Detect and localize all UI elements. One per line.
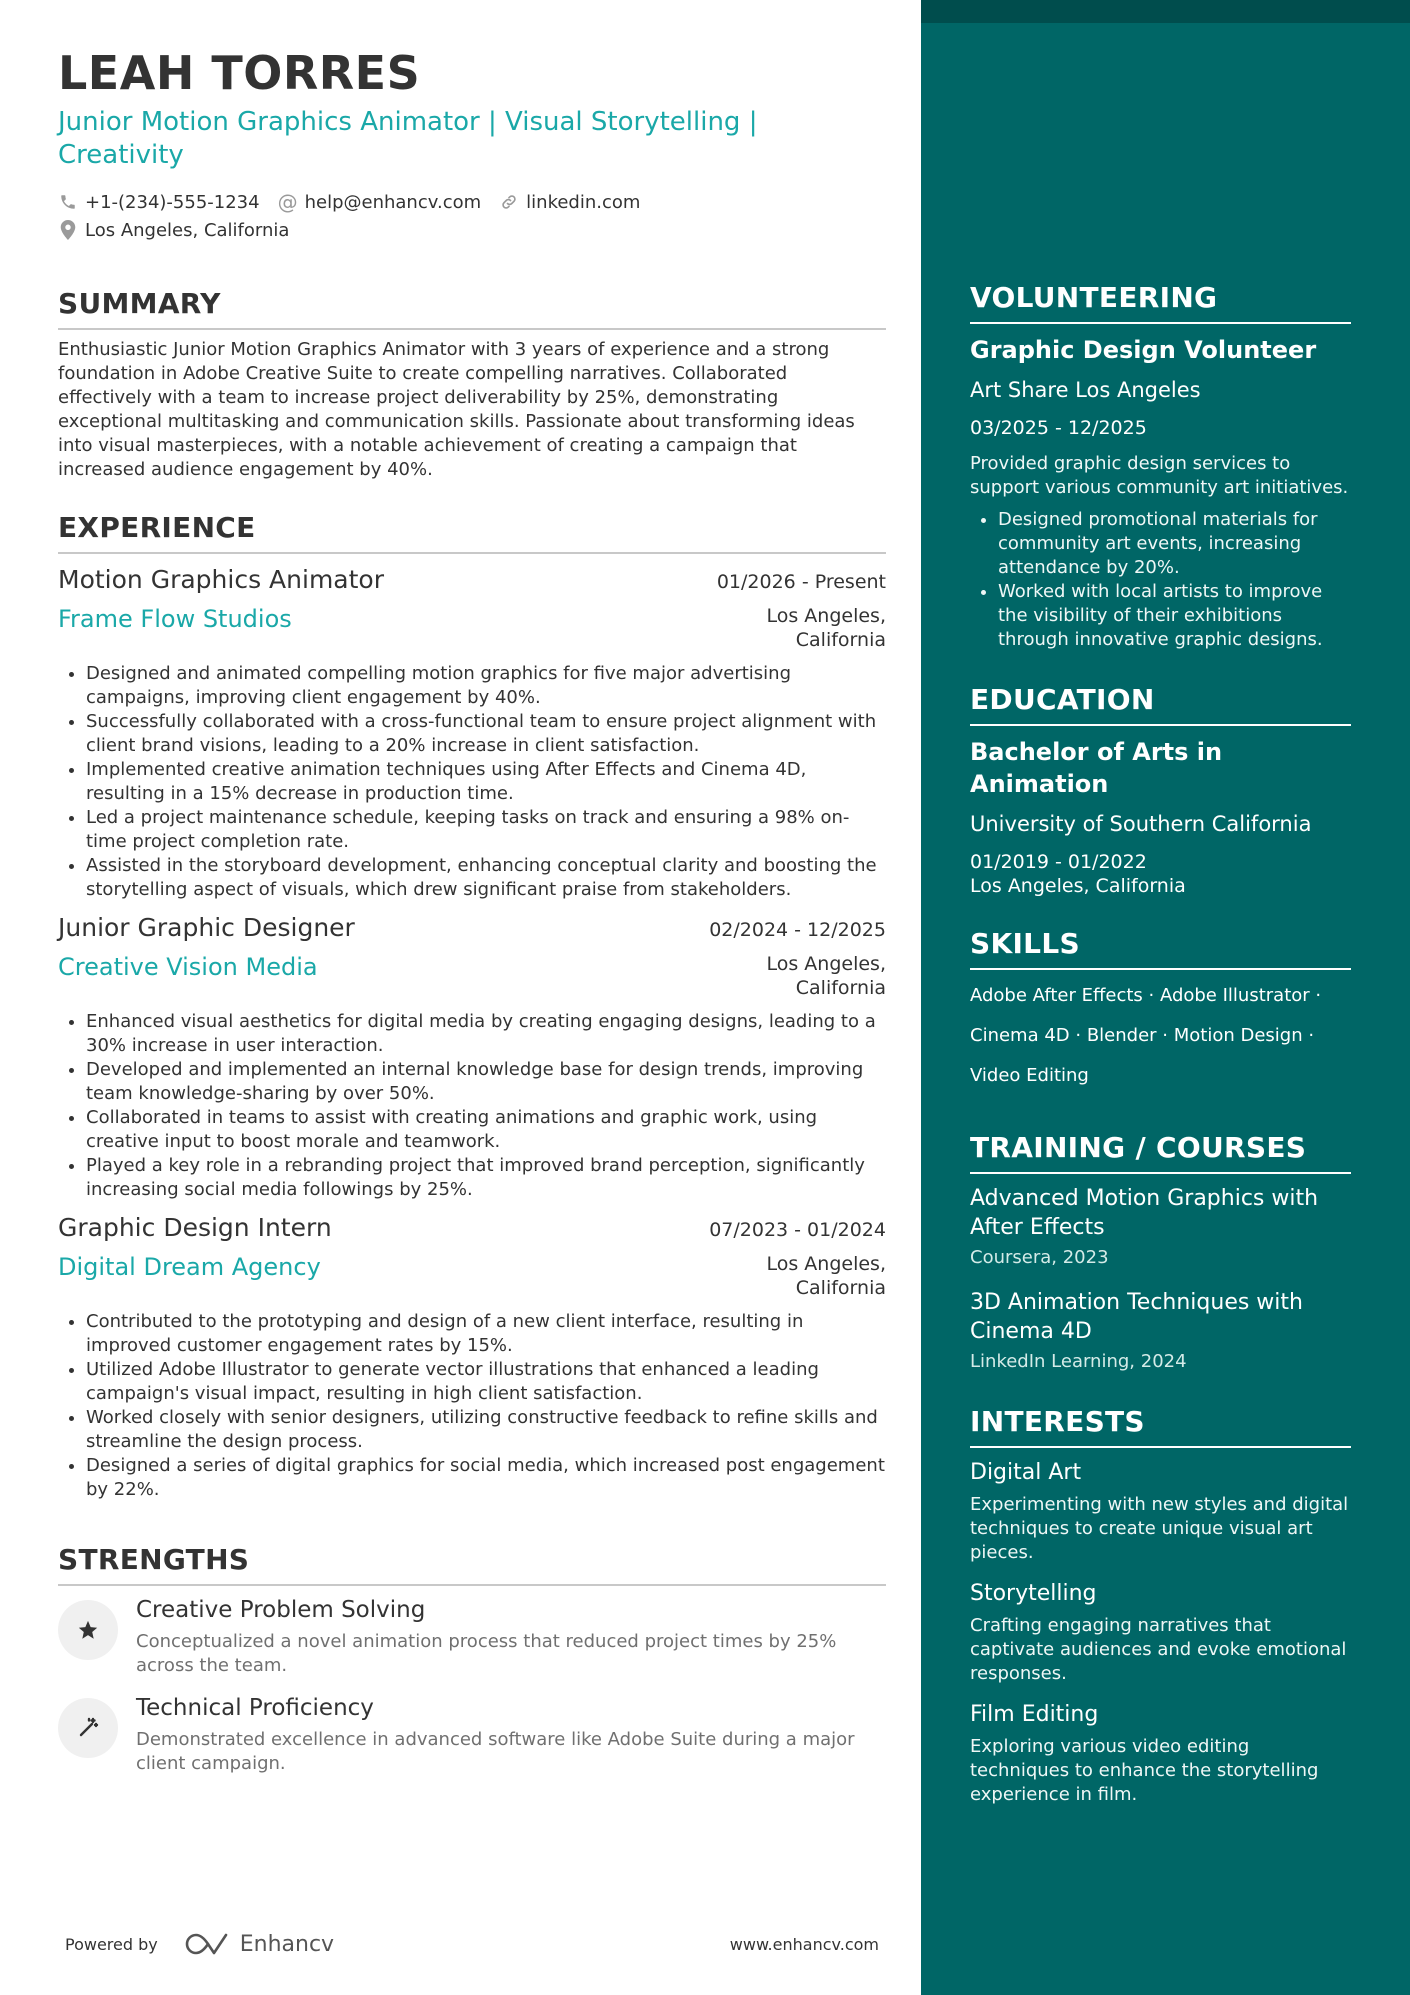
volunteer-dates: 03/2025 - 12/2025 xyxy=(970,417,1147,439)
main-column xyxy=(58,44,886,1776)
list-item: • Led a project maintenance schedule, keeping tasks on track and ensuring a 98% on-time project completion rate. xyxy=(86,806,886,854)
magic-wand-icon xyxy=(58,1698,118,1758)
linkedin-text: linkedin.com xyxy=(526,191,641,213)
strengths-heading: STRENGTHS xyxy=(58,1543,250,1576)
strength-item xyxy=(58,1594,886,1678)
skills-section xyxy=(970,926,1351,1096)
degree: Bachelor of Arts in Animation xyxy=(970,738,1223,798)
job-bullets xyxy=(58,1310,886,1502)
course-meta: LinkedIn Learning, 2024 xyxy=(970,1351,1187,1372)
job-location: Los Angeles, California xyxy=(766,953,886,999)
summary-section xyxy=(58,286,886,482)
job-entry xyxy=(58,1212,886,1502)
skills-line: Adobe After Effects · Adobe Illustrator · xyxy=(970,985,1322,1006)
job-location: Los Angeles, California xyxy=(766,1253,886,1299)
course-meta: Coursera, 2023 xyxy=(970,1247,1109,1268)
email-contact[interactable] xyxy=(278,192,482,213)
skills-line: Video Editing xyxy=(970,1065,1089,1086)
job-title: Graphic Design Intern xyxy=(58,1213,332,1242)
brand-name: Enhancv xyxy=(239,1931,335,1957)
job-entry xyxy=(58,564,886,902)
list-item: • Worked closely with senior designers, utilizing constructive feedback to refine skills and streamline the design process. xyxy=(86,1406,886,1454)
education-section xyxy=(970,682,1351,898)
footer-url[interactable]: www.enhancv.com xyxy=(729,1934,879,1954)
volunteer-org: Art Share Los Angeles xyxy=(970,378,1201,402)
interests-section xyxy=(970,1404,1351,1807)
interest-description: Exploring various video editing techniques to enhance the storytelling experience in film. xyxy=(970,1736,1319,1805)
interests-heading: INTERESTS xyxy=(970,1405,1145,1438)
strength-title: Technical Proficiency xyxy=(136,1695,374,1721)
sidebar-top-band xyxy=(921,0,1410,23)
skills-line: Cinema 4D · Blender · Motion Design · xyxy=(970,1025,1315,1046)
at-sign-icon: @ xyxy=(277,190,298,214)
job-entry xyxy=(58,912,886,1202)
summary-heading: SUMMARY xyxy=(58,287,221,320)
job-list xyxy=(58,564,886,1502)
strength-description: Conceptualized a novel animation process that reduced project times by 25% across the team. xyxy=(136,1631,837,1676)
list-item: • Enhanced visual aesthetics for digital media by creating engaging designs, leading to a 30% increase in user interaction. xyxy=(86,1010,886,1058)
list-item: • Worked with local artists to improve the visibility of their exhibitions through innovative graphic designs. xyxy=(998,580,1351,652)
volunteering-heading: VOLUNTEERING xyxy=(970,281,1218,314)
job-dates: 01/2026 - Present xyxy=(716,571,886,593)
list-item: • Contributed to the prototyping and design of a new client interface, resulting in improved customer engagement rates by 15%. xyxy=(86,1310,886,1358)
strength-title: Creative Problem Solving xyxy=(136,1597,426,1623)
interest-title: Storytelling xyxy=(970,1581,1097,1606)
location-contact xyxy=(58,220,289,241)
email-text: help@enhancv.com xyxy=(304,191,482,213)
strengths-section xyxy=(58,1542,886,1776)
education-divider xyxy=(970,724,1351,726)
list-item: • Designed and animated compelling motion graphics for five major advertising campaigns, improving client engagement by 40%. xyxy=(86,662,886,710)
footer xyxy=(65,1926,879,1962)
summary-text: Enthusiastic Junior Motion Graphics Animator with 3 years of experience and a strong foundation in Adobe Creative Suite to create compelling narratives. Collaborated effectively with a team to increase project deliverability by 25%, demonstrating exceptional multitasking and communication skills. Passionate about transforming ideas into visual masterpieces, with a notable achievement of creating a campaign that increased audience engagement by 40%. xyxy=(58,339,855,480)
job-dates: 02/2024 - 12/2025 xyxy=(709,919,886,941)
training-divider xyxy=(970,1172,1351,1174)
list-item: • Collaborated in teams to assist with creating animations and graphic work, using creative input to boost morale and teamwork. xyxy=(86,1106,886,1154)
sidebar xyxy=(921,0,1410,1995)
enhancv-logo-icon xyxy=(184,1931,232,1957)
candidate-name: LEAH TORRES xyxy=(58,46,421,100)
volunteer-role: Graphic Design Volunteer xyxy=(970,336,1317,364)
school: University of Southern California xyxy=(970,812,1312,836)
job-bullets xyxy=(58,1010,886,1202)
sidebar-content xyxy=(970,280,1351,1807)
list-item: • Developed and implemented an internal knowledge base for design trends, improving team knowledge-sharing by over 50%. xyxy=(86,1058,886,1106)
link-icon xyxy=(499,192,519,212)
experience-divider xyxy=(58,552,886,554)
list-item: • Implemented creative animation techniques using After Effects and Cinema 4D, resulting in a 15% decrease in production time. xyxy=(86,758,886,806)
contact-info xyxy=(58,188,886,244)
volunteer-bullets xyxy=(970,508,1351,652)
location-text: Los Angeles, California xyxy=(85,219,290,241)
list-item: • Successfully collaborated with a cross-functional team to ensure project alignment with client brand visions, leading to a 20% increase in client satisfaction. xyxy=(86,710,886,758)
linkedin-contact[interactable] xyxy=(499,192,640,213)
summary-divider xyxy=(58,328,886,330)
skills-divider xyxy=(970,968,1351,970)
company-name: Frame Flow Studios xyxy=(58,605,292,633)
location-pin-icon xyxy=(58,220,78,240)
powered-by-label: Powered by xyxy=(65,1934,158,1954)
enhancv-logo[interactable] xyxy=(184,1931,334,1957)
job-location: Los Angeles, California xyxy=(766,605,886,651)
phone-contact[interactable] xyxy=(58,192,260,213)
volunteering-divider xyxy=(970,322,1351,324)
job-title: Junior Graphic Designer xyxy=(58,913,355,942)
company-name: Creative Vision Media xyxy=(58,953,318,981)
company-name: Digital Dream Agency xyxy=(58,1253,321,1281)
list-item: • Designed promotional materials for community art events, increasing attendance by 20%. xyxy=(998,508,1351,580)
list-item: • Played a key role in a rebranding project that improved brand perception, significantly increasing social media followings by 25%. xyxy=(86,1154,886,1202)
volunteer-description: Provided graphic design services to support various community art initiatives. xyxy=(970,453,1349,498)
list-item: • Utilized Adobe Illustrator to generate vector illustrations that enhanced a leading campaign's visual impact, resulting in high client satisfaction. xyxy=(86,1358,886,1406)
education-dates: 01/2019 - 01/2022 xyxy=(970,851,1147,873)
job-dates: 07/2023 - 01/2024 xyxy=(709,1219,886,1241)
course-title: Advanced Motion Graphics with After Effects xyxy=(970,1186,1319,1240)
interest-description: Crafting engaging narratives that captivate audiences and evoke emotional responses. xyxy=(970,1615,1347,1684)
interest-title: Digital Art xyxy=(970,1460,1082,1485)
job-bullets xyxy=(58,662,886,902)
skills-list xyxy=(970,976,1351,1096)
volunteering-section xyxy=(970,280,1351,652)
phone-icon xyxy=(58,192,78,212)
interests-divider xyxy=(970,1446,1351,1448)
education-location: Los Angeles, California xyxy=(970,875,1186,897)
strength-description: Demonstrated excellence in advanced software like Adobe Suite during a major client campaign. xyxy=(136,1729,855,1774)
star-icon xyxy=(58,1600,118,1660)
job-title: Motion Graphics Animator xyxy=(58,565,384,594)
interest-title: Film Editing xyxy=(970,1702,1099,1727)
training-section xyxy=(970,1130,1351,1374)
list-item: • Assisted in the storyboard development, enhancing conceptual clarity and boosting the storytelling aspect of visuals, which drew significant praise from stakeholders. xyxy=(86,854,886,902)
education-heading: EDUCATION xyxy=(970,683,1155,716)
course-title: 3D Animation Techniques with Cinema 4D xyxy=(970,1290,1303,1344)
experience-heading: EXPERIENCE xyxy=(58,511,256,544)
training-heading: TRAINING / COURSES xyxy=(970,1131,1307,1164)
experience-section xyxy=(58,510,886,1502)
interest-description: Experimenting with new styles and digital techniques to create unique visual art pieces. xyxy=(970,1494,1349,1563)
list-item: • Designed a series of digital graphics for social media, which increased post engagement by 22%. xyxy=(86,1454,886,1502)
phone-text: +1-(234)-555-1234 xyxy=(85,191,260,213)
skills-heading: SKILLS xyxy=(970,927,1080,960)
strength-item xyxy=(58,1692,886,1776)
strengths-divider xyxy=(58,1584,886,1586)
candidate-title: Junior Motion Graphics Animator | Visual Storytelling | Creativity xyxy=(58,107,758,170)
